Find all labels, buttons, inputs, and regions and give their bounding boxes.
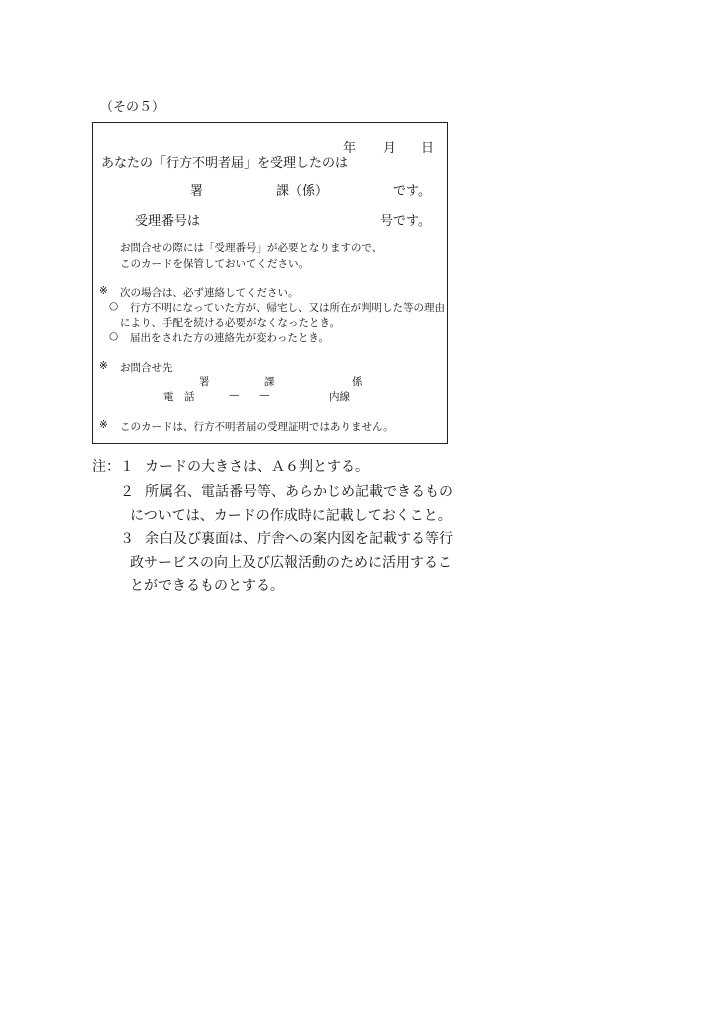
receipt-label: 受理番号は (135, 214, 201, 229)
note-2-number: ２ (120, 484, 134, 500)
contact-mark: ※ (99, 285, 108, 297)
inquiry-note-line1: お問合せの際には「受理番号」が必要となりますので、 (120, 242, 383, 254)
disclaimer-mark: ※ (99, 419, 108, 431)
phone-dash-1: — (229, 389, 240, 401)
contact-item-1-line2: により、手配を続ける必要がなくなったとき。 (120, 317, 341, 329)
note-2-line1: 所属名、電話番号等、あらかじめ記載できるもの (145, 484, 453, 500)
note-3-line2: 政サービスの向上及び広報活動のために活用するこ (130, 555, 452, 571)
note-3-line1: 余白及び裏面は、庁舎への案内図を記載する等行 (145, 531, 453, 547)
contact-item-1-bullet: ○ (109, 300, 119, 312)
date-month-label: 月 (383, 141, 397, 156)
reception-card (92, 122, 448, 444)
note-3-line3: とができるものとする。 (130, 578, 284, 594)
note-2-line2: については、カードの作成時に記載しておくこと。 (130, 508, 452, 524)
inquiry-kakari: 係 (352, 376, 363, 388)
inquiry-ka: 課 (264, 376, 275, 388)
contact-item-2-bullet: ○ (109, 330, 119, 342)
inquiry-note-line2: このカードを保管しておいてください。 (120, 258, 309, 270)
note-3-number: ３ (120, 531, 134, 547)
disclaimer-text: このカードは、行方不明者届の受理証明ではありません。 (120, 421, 394, 433)
section-label: 課（係） (276, 184, 329, 199)
inquiry-sho: 署 (199, 376, 210, 388)
extension-label: 内線 (329, 391, 350, 403)
phone-dash-2: — (259, 389, 270, 401)
date-year-label: 年 (343, 141, 357, 156)
inquiry-mark: ※ (99, 360, 108, 372)
station-suffix: 署 (190, 184, 204, 199)
desu-text: です。 (393, 184, 431, 199)
note-1-number: １ (120, 459, 134, 475)
inquiry-heading: お問合せ先 (120, 362, 173, 374)
intro-text: あなたの「行方不明者届」を受理したのは (101, 156, 349, 171)
contact-item-2-line1: 届出をされた方の連絡先が変わったとき。 (130, 332, 329, 344)
receipt-suffix: 号です。 (380, 214, 431, 229)
phone-label: 電 話 (163, 391, 195, 403)
contact-item-1-line1: 行方不明になっていた方が、帰宅し、又は所在が判明した等の理由 (130, 302, 445, 314)
note-1-line1: カードの大きさは、Ａ６判とする。 (145, 459, 369, 475)
contact-heading: 次の場合は、必ず連絡してください。 (120, 287, 299, 299)
sheet-label: （その５） (100, 100, 166, 115)
date-day-label: 日 (421, 141, 435, 156)
notes-prefix: 注： (92, 459, 120, 475)
